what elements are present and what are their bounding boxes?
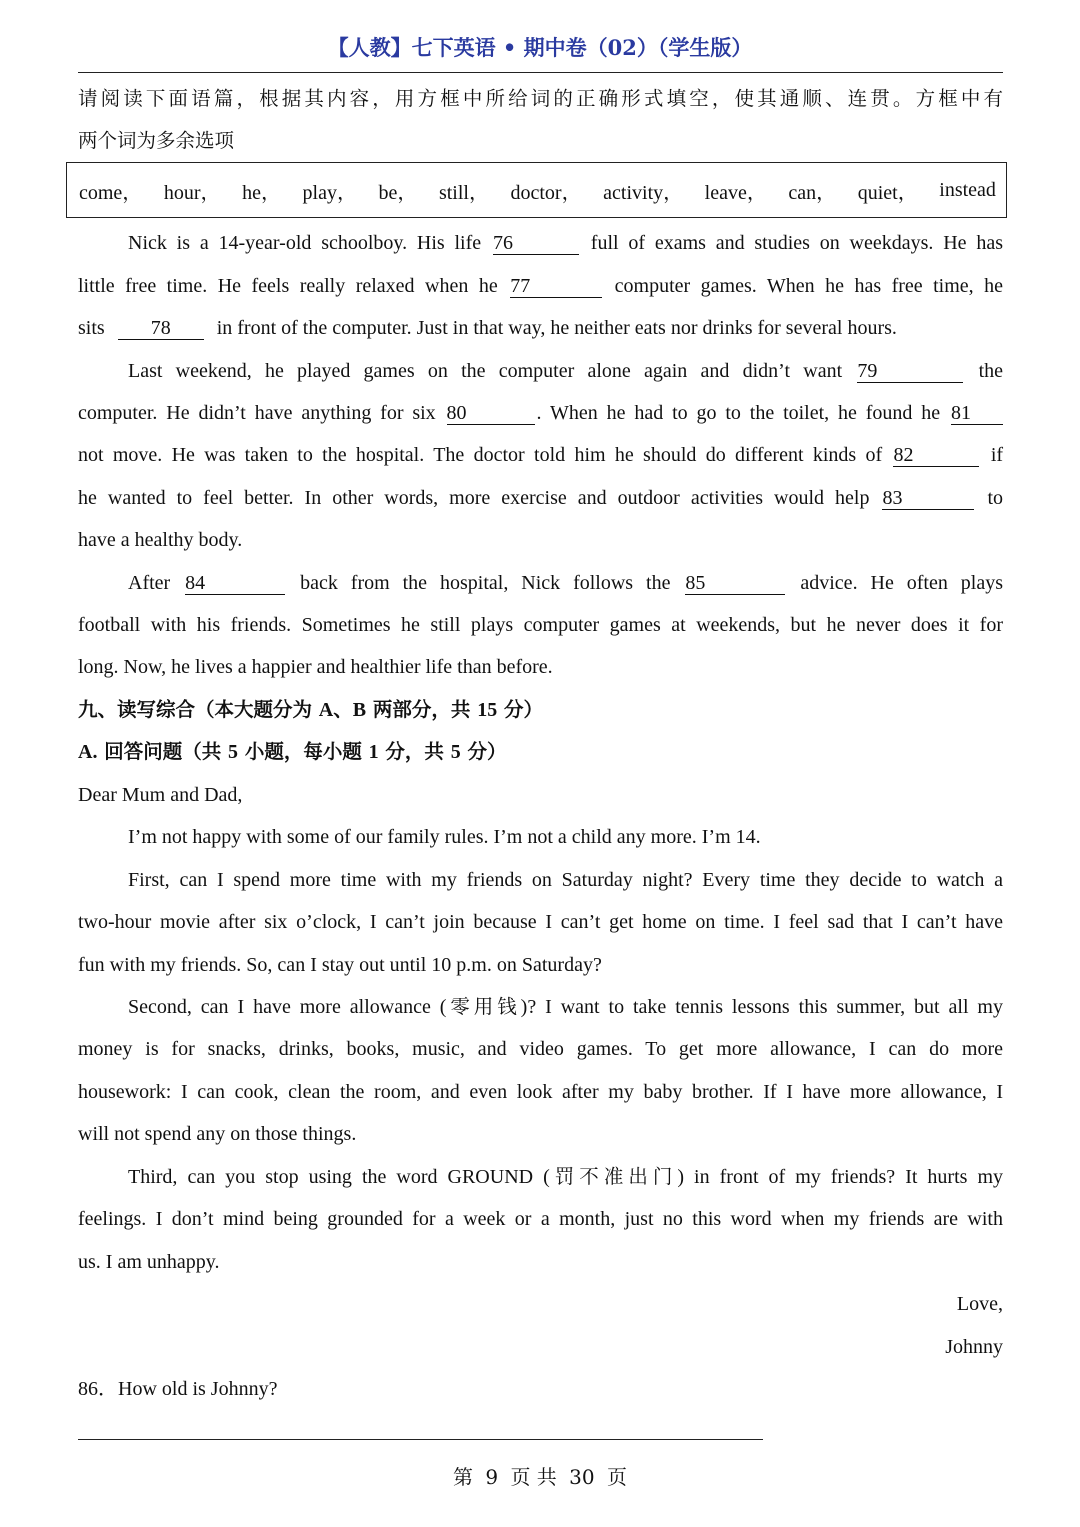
answer-blank-80[interactable]: 80: [447, 402, 535, 425]
letter-line: feelings. I don’t mind being grounded for a week or a month, just no this word when my friends are with: [78, 1208, 1003, 1230]
passage-line: After 84 back from the hospital, Nick follows the 85 advice. He often plays: [128, 572, 1004, 594]
answer-blank-85[interactable]: 85: [685, 572, 785, 595]
header-divider: [78, 72, 1003, 73]
answer-blank-78[interactable]: 78: [118, 317, 204, 340]
passage-line: Last weekend, he played games on the computer alone again and didn’t want 79 the: [128, 360, 1003, 382]
answer-blank-82[interactable]: 82: [893, 444, 979, 467]
answer-blank-79[interactable]: 79: [857, 360, 963, 383]
word-bank-item: quiet，: [857, 181, 918, 204]
answer-blank-81[interactable]: 81: [951, 402, 1003, 425]
letter-closing: Love,: [956, 1293, 1003, 1315]
page-number: 9: [485, 1465, 499, 1489]
passage-line: long. Now, he lives a happier and healthier life than before.: [78, 656, 553, 678]
letter-line: housework: I can cook, clean the room, and even look after my baby brother. If I have more allowance, I: [78, 1081, 1003, 1103]
letter-greeting: Dear Mum and Dad,: [78, 784, 243, 806]
letter-line: two-hour movie after six o’clock, I can’t join because I can’t get home on time. I feel sad that I can’t have: [78, 911, 1003, 933]
word-bank-item: activity，: [603, 181, 684, 204]
part-a-heading: A. 回答问题（共 5 小题，每小题 1 分，共 5 分）: [78, 740, 507, 763]
answer-line-86[interactable]: [78, 1439, 763, 1440]
letter-line: us. I am unhappy.: [78, 1251, 220, 1273]
letter-line: I’m not happy with some of our family rules. I’m not a child any more. I’m 14.: [128, 826, 761, 848]
instruction-line-2: 两个词为多余选项: [78, 129, 235, 152]
passage-line: computer. He didn’t have anything for six 80 . When he had to go to the toilet, he found he 81: [78, 399, 1003, 427]
letter-line: Second, can I have more allowance (零用钱)? I want to take tennis lessons this summer, but all my: [128, 995, 1003, 1018]
word-bank-item: play，: [302, 181, 357, 204]
letter-line: fun with my friends. So, can I stay out until 10 p.m. on Saturday?: [78, 954, 602, 976]
letter-line: will not spend any on those things.: [78, 1123, 357, 1145]
answer-blank-77[interactable]: 77: [510, 275, 602, 298]
passage-line: he wanted to feel better. In other words, more exercise and outdoor activities would help 83 to: [78, 487, 1004, 509]
word-bank-item: leave，: [704, 181, 767, 204]
word-bank-item: he，: [242, 181, 281, 204]
letter-signature: Johnny: [945, 1336, 1003, 1358]
word-bank-item: come，: [79, 181, 143, 204]
page-header-title: 【人教】七下英语 • 期中卷（02）（学生版）: [327, 35, 753, 60]
letter-line: First, can I spend more time with my friends on Saturday night? Every time they decide to watch a: [128, 869, 1003, 891]
letter-line: money is for snacks, drinks, books, music, and video games. To get more allowance, I can do more: [78, 1038, 1003, 1060]
total-pages: 30: [569, 1465, 595, 1489]
word-bank-box: [66, 162, 1007, 218]
word-bank-item: can，: [788, 181, 837, 204]
word-bank-item: hour，: [163, 181, 221, 204]
letter-line: Third, can you stop using the word GROUND (罚不准出门) in front of my friends? It hurts my: [128, 1165, 1004, 1188]
passage-line: football with his friends. Sometimes he still plays computer games at weekends, but he never does it for: [78, 614, 1003, 636]
word-bank-item: doctor，: [510, 181, 582, 204]
passage-line: Nick is a 14-year-old schoolboy. His life 76 full of exams and studies on weekdays. He has: [128, 232, 1004, 254]
passage-line: not move. He was taken to the hospital. The doctor told him he should do different kinds of 82 if: [78, 444, 1004, 466]
word-bank-item: instead: [939, 178, 996, 201]
instruction-line-1: 请阅读下面语篇，根据其内容，用方框中所给词的正确形式填空，使其通顺、连贯。方框中有: [78, 87, 1003, 110]
answer-blank-83[interactable]: 83: [882, 487, 974, 510]
answer-blank-76[interactable]: 76: [493, 232, 579, 255]
passage-line: little free time. He feels really relaxed when he 77 computer games. When he has free time, he: [78, 275, 1004, 297]
page-footer: 第 9 页 共 30 页: [453, 1465, 627, 1489]
passage-line: sits 78 in front of the computer. Just in that way, he neither eats nor drinks for several hours.: [78, 317, 897, 339]
passage-line: have a healthy body.: [78, 529, 243, 551]
section-heading: 九、读写综合（本大题分为 A、B 两部分，共 15 分）: [78, 698, 543, 721]
answer-blank-84[interactable]: 84: [185, 572, 285, 595]
question-86: 86．How old is Johnny?: [78, 1378, 278, 1400]
word-bank-item: be，: [378, 181, 418, 204]
word-bank-item: still，: [438, 181, 489, 204]
